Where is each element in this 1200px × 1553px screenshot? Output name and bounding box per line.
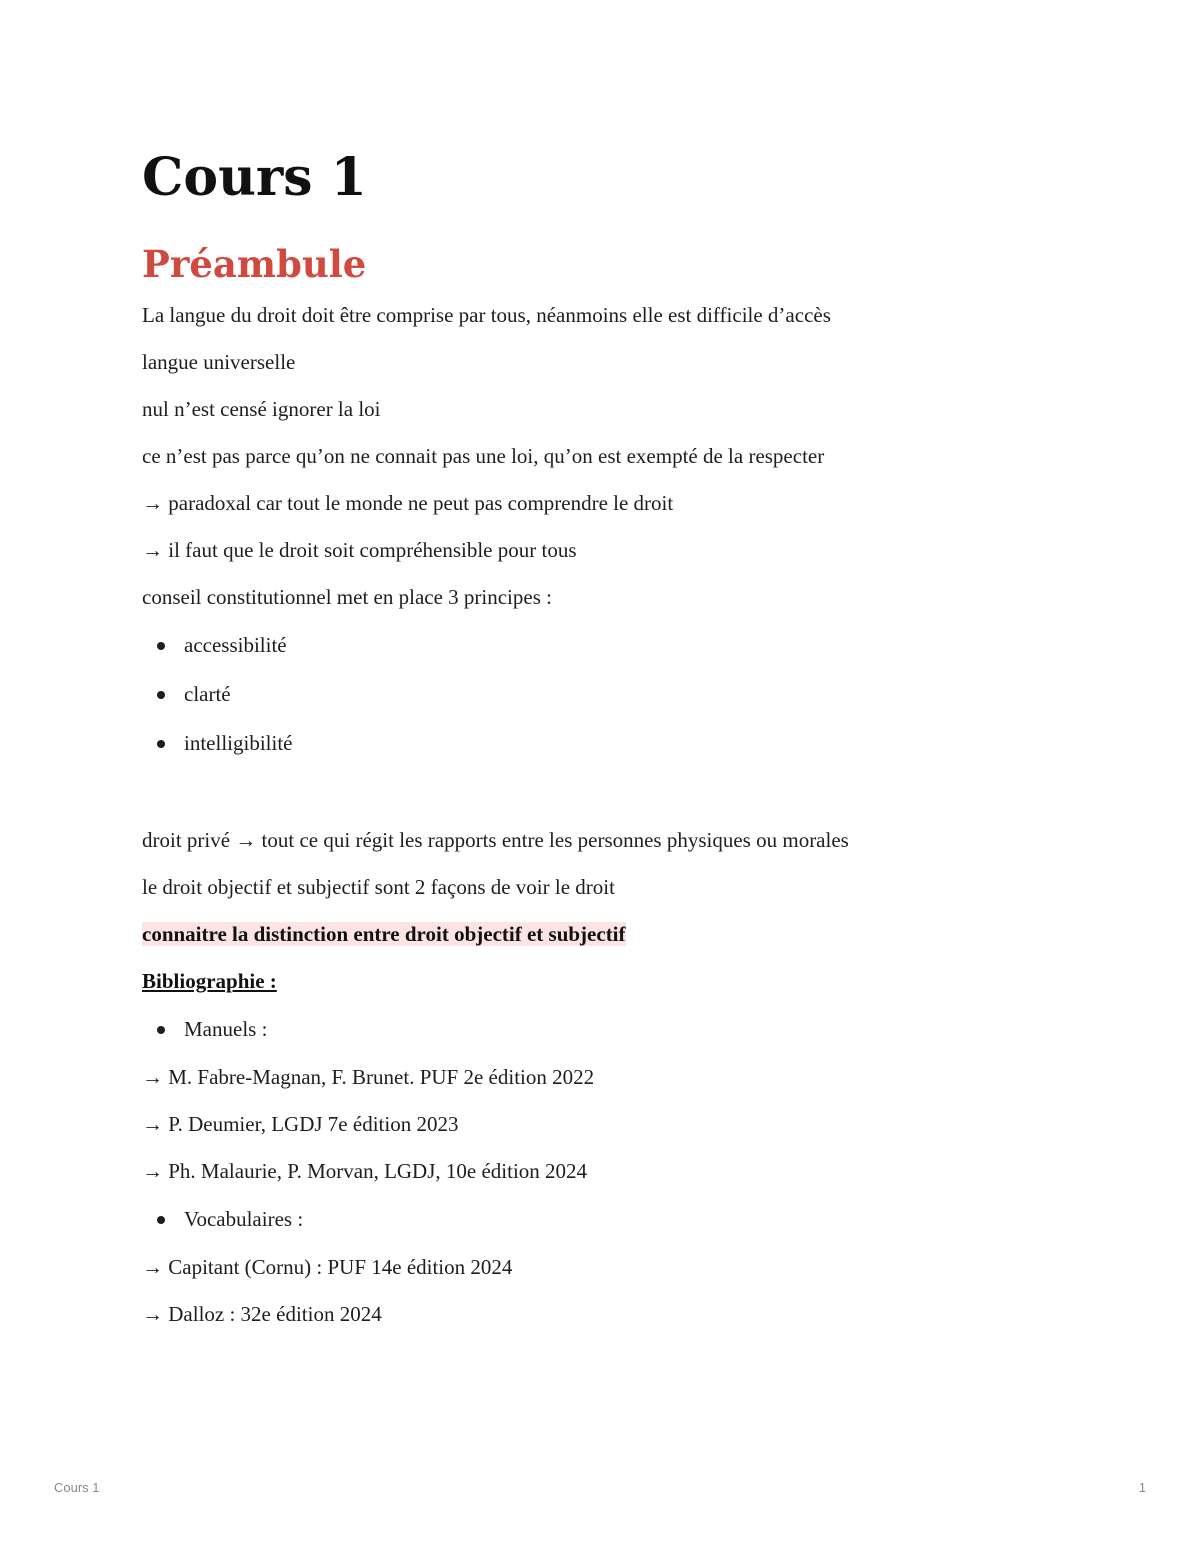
list-item: clarté — [142, 670, 1042, 719]
highlighted-text: connaitre la distinction entre droit objectif et subjectif — [142, 922, 626, 946]
manuels-list — [142, 1005, 1042, 1054]
list-item: Manuels : — [142, 1005, 1042, 1054]
page-number: 1 — [1138, 1480, 1146, 1495]
reference-line: → Capitant (Cornu) : PUF 14e édition 2024 — [142, 1255, 513, 1279]
principles-list — [142, 621, 1042, 768]
vocabulaires-list — [142, 1195, 1042, 1244]
highlight-paragraph — [142, 911, 1042, 958]
reference-line: → P. Deumier, LGDJ 7e édition 2023 — [142, 1112, 459, 1136]
bibliography-heading: Bibliographie : — [142, 969, 277, 993]
bibliography-paragraph — [142, 958, 1042, 1005]
list-item: Vocabulaires : — [142, 1195, 1042, 1244]
reference-line: → Ph. Malaurie, P. Morvan, LGDJ, 10e édition 2024 — [142, 1159, 588, 1183]
document-content — [142, 140, 1042, 1338]
document-title: Cours 1 — [142, 147, 367, 208]
intro-line: La langue du droit doit être comprise par tous, néanmoins elle est difficile d’accès — [142, 303, 831, 327]
blank-line — [142, 768, 1042, 817]
footer-title: Cours 1 — [54, 1480, 100, 1495]
droit-prive-line: droit privé → tout ce qui régit les rapports entre les personnes physiques ou morales — [142, 828, 849, 852]
intro-line: nul n’est censé ignorer la loi — [142, 397, 381, 421]
intro-line: ce n’est pas parce qu’on ne connait pas une loi, qu’on est exempté de la respecter — [142, 444, 825, 468]
objectif-line: le droit objectif et subjectif sont 2 façons de voir le droit — [142, 875, 615, 899]
intro-line: conseil constitutionnel met en place 3 principes : — [142, 585, 552, 609]
list-item: accessibilité — [142, 621, 1042, 670]
intro-line: → paradoxal car tout le monde ne peut pas comprendre le droit — [142, 491, 674, 515]
reference-line: → Dalloz : 32e édition 2024 — [142, 1302, 382, 1326]
intro-line: → il faut que le droit soit compréhensible pour tous — [142, 538, 577, 562]
list-item: intelligibilité — [142, 719, 1042, 768]
section-title: Préambule — [142, 242, 367, 286]
intro-line: langue universelle — [142, 350, 296, 374]
reference-line: → M. Fabre-Magnan, F. Brunet. PUF 2e édition 2022 — [142, 1065, 595, 1089]
